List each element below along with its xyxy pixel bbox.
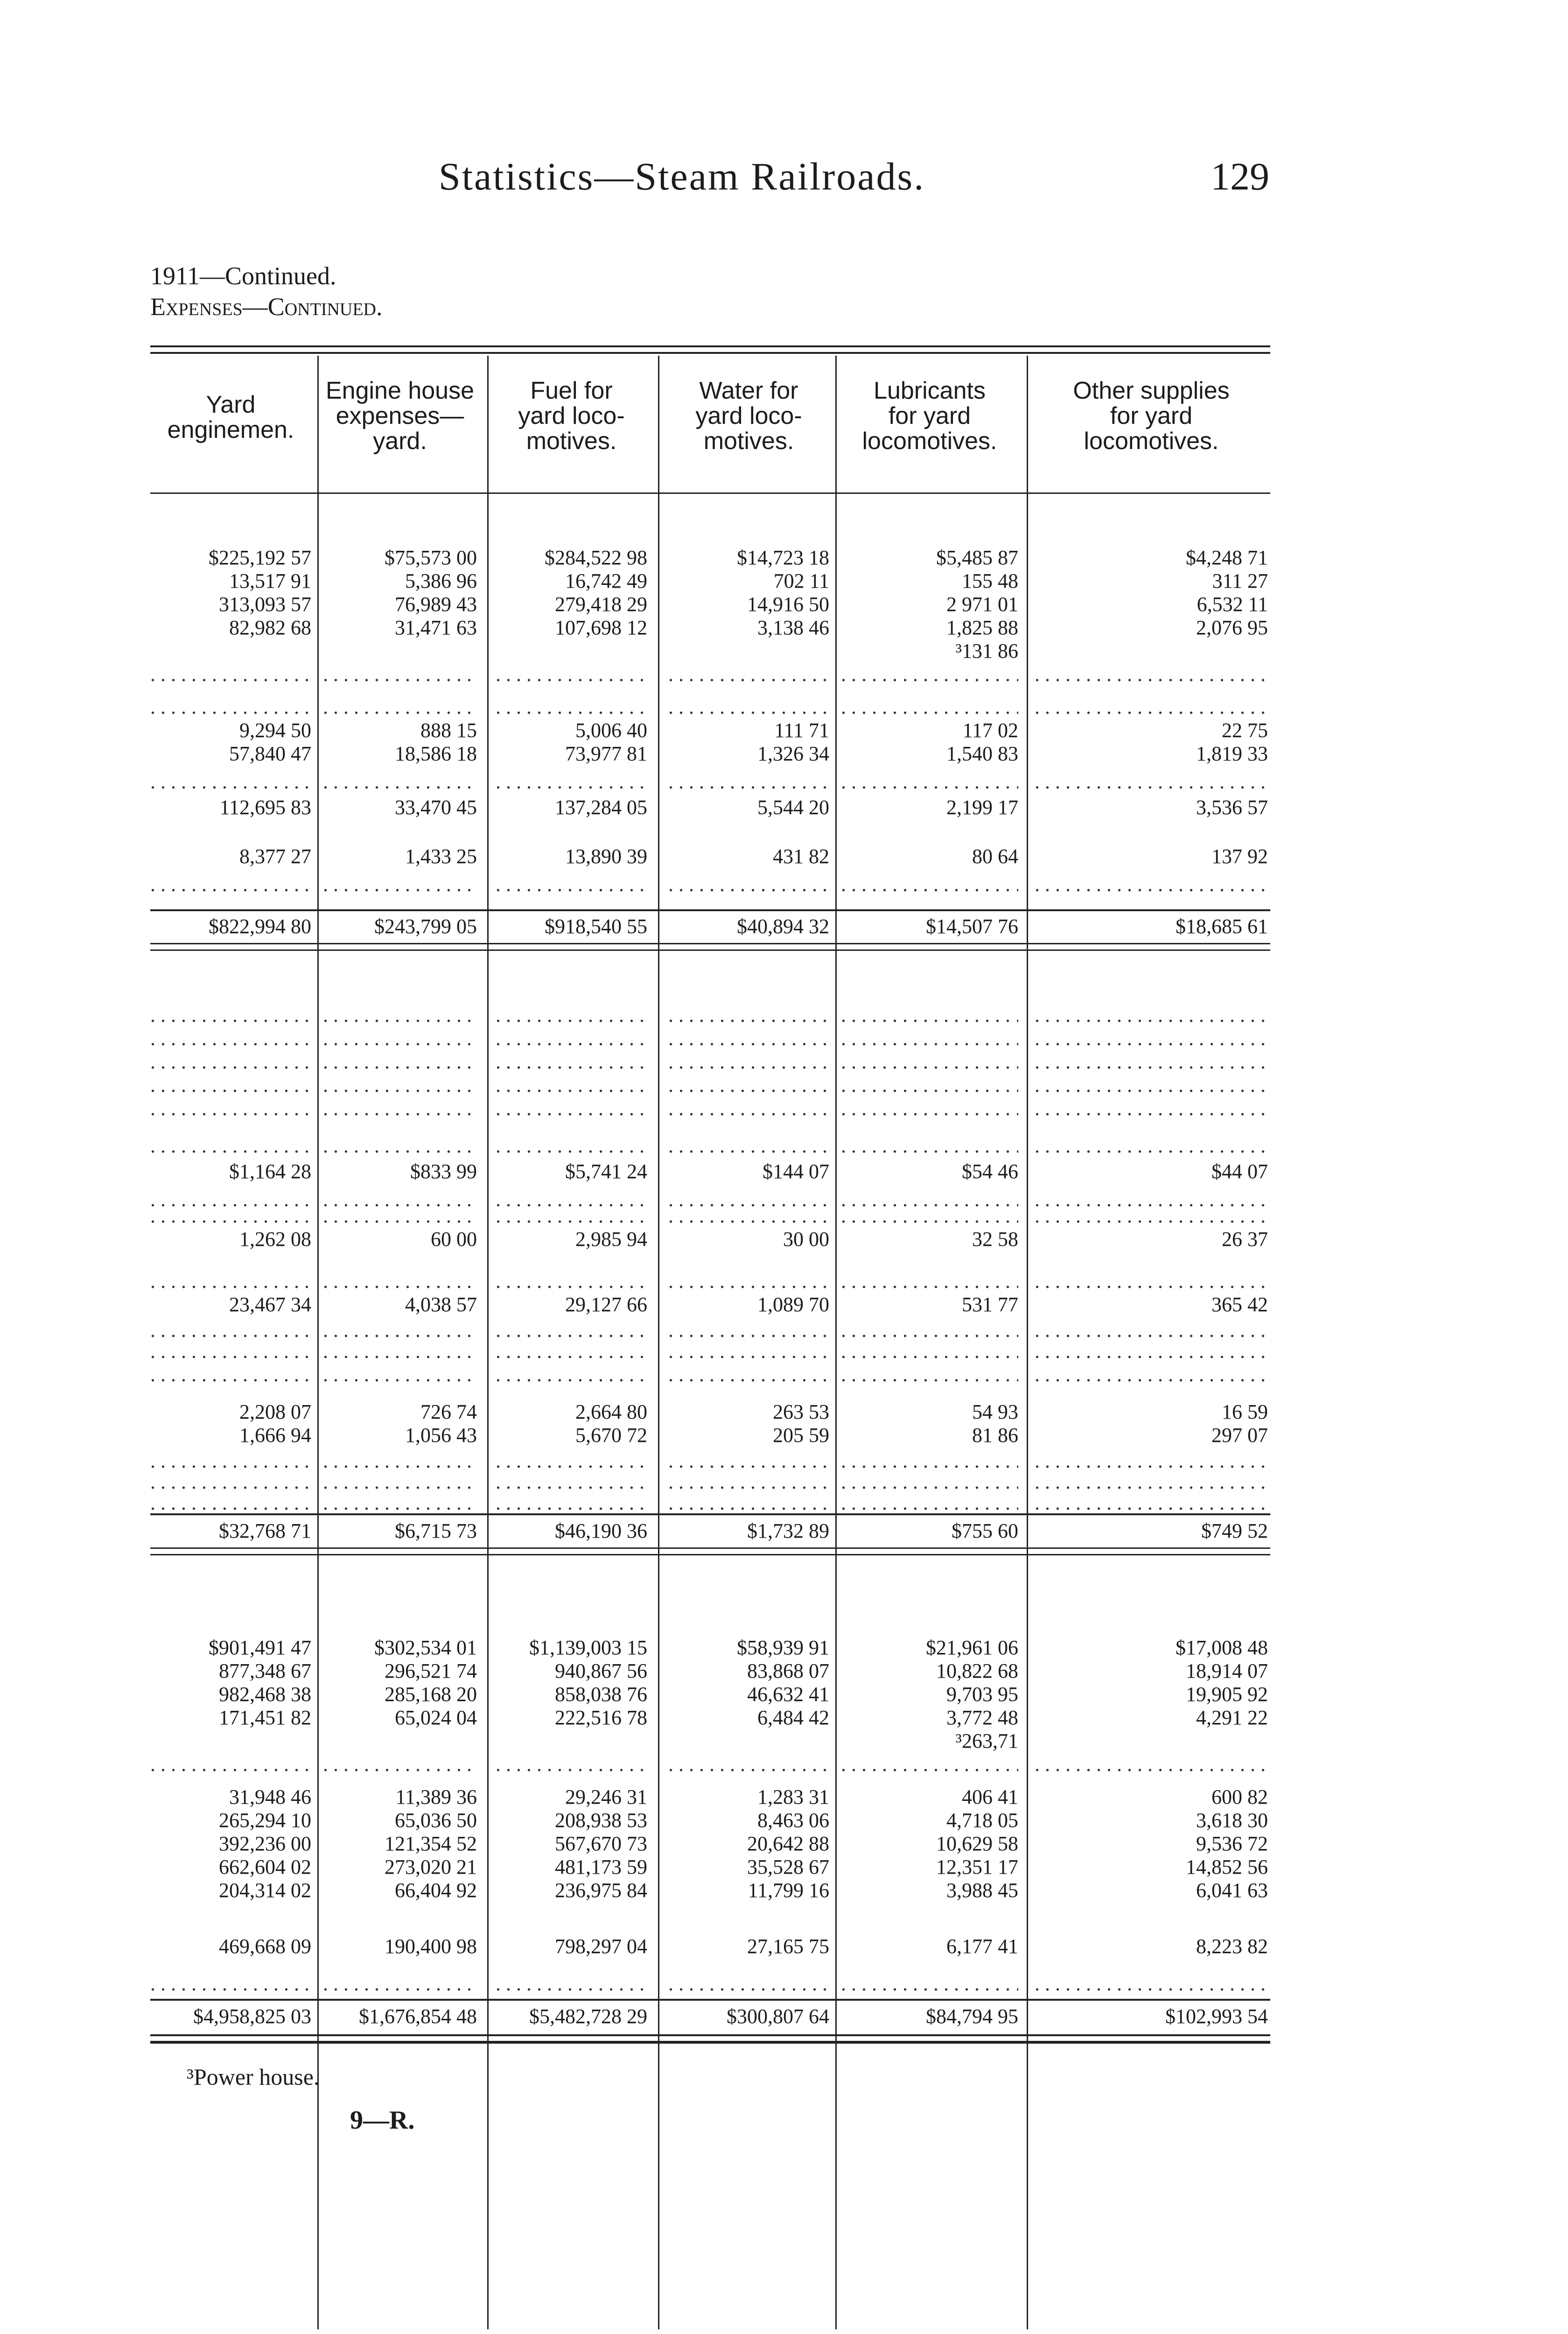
table-cell: 65,024 04 [395,1706,477,1729]
table-cell: 32 58 [972,1228,1018,1251]
table-cell: $5,485 87 [936,546,1018,569]
table-row [150,1160,1270,1183]
table-cell: 31,948 46 [229,1786,311,1808]
table-cell: 273,020 21 [385,1856,477,1878]
bottom-rule [150,2041,1270,2044]
table-cell: $5,482,728 29 [529,2005,647,2028]
table-cell: 27,165 75 [747,1935,829,1958]
table-cell [496,640,647,663]
table-cell: 531 77 [962,1293,1018,1316]
table-cell: 2,199 17 [946,796,1018,819]
table-row [150,1706,1270,1729]
table-cell: 107,698 12 [555,616,647,639]
table-cell: 80 64 [972,845,1018,868]
table-cell: 13,517 91 [229,569,311,592]
table-cell: 112,695 83 [219,796,311,819]
table-cell: 205 59 [773,1424,829,1447]
table-cell: 222,516 78 [555,1706,647,1729]
table-cell: 54 93 [972,1400,1018,1423]
leader-row [150,1004,1270,1027]
table-row [150,2005,1270,2028]
table-cell: 285,168 20 [385,1683,477,1706]
table-cell: 23,467 34 [229,1293,311,1316]
table-cell: 11,799 16 [748,1879,829,1902]
table-cell: 940,867 56 [555,1659,647,1682]
table-cell: 46,632 41 [747,1683,829,1706]
table-cell: $822,994 80 [209,915,311,938]
table-cell: 265,294 10 [219,1809,311,1832]
leader-row [150,1753,1270,1776]
leader-row [150,1074,1270,1097]
table-cell: 2 971 01 [946,593,1018,616]
table-cell: 83,868 07 [747,1659,829,1682]
running-title: Statistics—Steam Railroads. [439,155,925,198]
table-cell: 296,521 74 [385,1659,477,1682]
table-cell: 14,916 50 [747,593,829,616]
table-cell: $54 46 [962,1160,1018,1183]
table-cell: 702 11 [773,569,829,592]
table-row [150,1228,1270,1251]
col-head-water: Water for yard loco- motives. [695,377,802,455]
table-cell: 60 00 [431,1228,477,1251]
table-cell: $102,993 54 [1165,2005,1268,2028]
table-cell [150,1729,311,1753]
table-row [150,1729,1270,1753]
table-cell [150,640,311,663]
page-number: 129 [1211,155,1269,198]
table-row [150,1832,1270,1856]
table-cell: 66,404 92 [395,1879,477,1902]
table-cell: 171,451 82 [219,1706,311,1729]
table-cell: 1,825 88 [946,616,1018,639]
total-rule [150,949,1270,951]
table-cell: 3,988 45 [946,1879,1018,1902]
table-cell: 22 75 [1222,719,1268,742]
table-cell: 16,742 49 [565,569,647,592]
table-cell: ³131 86 [955,640,1018,662]
table-cell: 662,604 02 [219,1856,311,1878]
table-cell: 8,223 82 [1196,1935,1268,1958]
table-cell: 65,036 50 [395,1809,477,1832]
leader-row [150,1363,1270,1386]
table-cell: 4,718 05 [946,1809,1018,1832]
table-cell: 2,208 07 [239,1400,311,1423]
table-cell [668,1729,829,1753]
table-cell [323,640,477,663]
table-row [150,1879,1270,1902]
table-cell [323,1729,477,1753]
col-head-fuel: Fuel for yard loco- motives. [518,377,625,455]
table-cell: 726 74 [420,1400,477,1423]
table-cell: $755 60 [952,1519,1018,1542]
table-row [150,1683,1270,1706]
table-cell: 888 15 [420,719,477,742]
table-row [150,1856,1270,1879]
table-cell: 18,914 07 [1186,1659,1268,1682]
table-cell: 31,471 63 [395,616,477,639]
table-cell: 6,177 41 [946,1935,1018,1958]
bottom-rule [150,2034,1270,2036]
table-cell: 297 07 [1211,1424,1268,1447]
table-cell: 1,283 31 [757,1786,829,1808]
table-cell: 26 37 [1222,1228,1268,1251]
table-row [150,1424,1270,1447]
table-row [150,845,1270,868]
table-cell [1035,640,1268,663]
table-cell: $84,794 95 [926,2005,1018,2028]
table-cell: 204,314 02 [219,1879,311,1902]
table-cell: 76,989 43 [395,593,477,616]
table-cell: 137,284 05 [555,796,647,819]
leader-row [150,770,1270,794]
table-cell: 3,772 48 [946,1706,1018,1729]
table-cell: 5,006 40 [575,719,647,742]
table-cell: ³263,71 [955,1729,1018,1752]
table-cell: 10,822 68 [936,1659,1018,1682]
table-cell: 1,056 43 [405,1424,477,1447]
footnote: ³Power house. [187,2064,320,2090]
table-cell: $14,507 76 [926,915,1018,938]
total-rule [150,943,1270,944]
table-cell: $4,958,825 03 [193,2005,311,2028]
leader-row [150,1050,1270,1074]
leader-row [150,1449,1270,1473]
table-cell: 137 92 [1211,845,1268,868]
table-cell: $46,190 36 [555,1519,647,1542]
leader-row [150,1340,1270,1363]
table-cell: $300,807 64 [727,2005,829,2028]
table-row [150,546,1270,569]
subheading-year: 1911—Continued. [150,262,336,290]
table-row [150,1935,1270,1958]
table-cell: 567,670 73 [555,1832,647,1855]
leader-row [150,663,1270,686]
leader-row [150,1972,1270,1996]
table-cell: 236,975 84 [555,1879,647,1902]
table-cell: 877,348 67 [219,1659,311,1682]
table-cell: $40,894 32 [737,915,829,938]
table-cell: 6,041 63 [1196,1879,1268,1902]
table-cell: 3,618 30 [1196,1809,1268,1832]
table-cell: 313,093 57 [219,593,311,616]
col-head-other-supplies: Other supplies for yard locomotives. [1073,377,1230,455]
table-cell: $918,540 55 [545,915,647,938]
table-cell: 73,977 81 [565,742,647,765]
table-cell: 431 82 [773,845,829,868]
table-cell: 29,127 66 [565,1293,647,1316]
table-cell: $225,192 57 [209,546,311,569]
table-cell: 5,386 96 [405,569,477,592]
total-rule [150,1547,1270,1549]
table-cell: $1,676,854 48 [359,2005,477,2028]
table-cell: $1,164 28 [229,1160,311,1183]
table-cell: 9,294 50 [239,719,311,742]
table-cell: 3,536 57 [1196,796,1268,819]
table-row [150,640,1270,663]
table-row [150,1786,1270,1809]
leader-row [150,1027,1270,1050]
table-cell: $14,723 18 [737,546,829,569]
table-cell [668,640,829,663]
table-cell: 798,297 04 [555,1935,647,1958]
table-cell: 190,400 98 [385,1935,477,1958]
table-cell: $75,573 00 [385,546,477,569]
subheading-section: Expenses—Continued. [150,293,383,321]
table-row [150,569,1270,593]
table-cell: 6,532 11 [1197,593,1268,616]
col-head-engine-house: Engine house expenses— yard. [325,377,475,455]
table-cell: 18,586 18 [395,742,477,765]
table-cell: 111 71 [774,719,829,742]
total-rule [150,1554,1270,1555]
table-cell: 1,326 34 [757,742,829,765]
table-cell: 19,905 92 [1186,1683,1268,1706]
table-cell: 5,670 72 [575,1424,647,1447]
table-cell: 5,544 20 [757,796,829,819]
table-cell: $749 52 [1201,1519,1268,1542]
table-cell: 33,470 45 [395,796,477,819]
leader-row [150,1270,1270,1293]
table-cell: $17,008 48 [1176,1636,1268,1659]
table-cell: 20,642 88 [747,1832,829,1855]
table-cell: 311 27 [1212,569,1268,592]
leader-row [150,1319,1270,1342]
leader-row [150,1470,1270,1494]
table-cell: 1,089 70 [757,1293,829,1316]
table-cell: 81 86 [972,1424,1018,1447]
table-cell: $21,961 06 [926,1636,1018,1659]
table-cell: 600 82 [1211,1786,1268,1808]
table-row [150,1293,1270,1316]
leader-row [150,873,1270,896]
table-cell: 14,852 56 [1186,1856,1268,1878]
table-cell: 2,076 95 [1196,616,1268,639]
table-cell: $284,522 98 [545,546,647,569]
table-cell: 155 48 [962,569,1018,592]
table-row [150,1809,1270,1832]
table-cell: 4,038 57 [405,1293,477,1316]
table-row [150,1636,1270,1659]
table-cell: 208,938 53 [555,1809,647,1832]
table-cell: $32,768 71 [219,1519,311,1542]
table-cell: 12,351 17 [936,1856,1018,1878]
table-cell: 9,536 72 [1196,1832,1268,1855]
table-cell: 30 00 [783,1228,829,1251]
leader-row [150,1097,1270,1120]
table-cell: 1,433 25 [405,845,477,868]
table-row [150,616,1270,640]
table-cell [496,1729,647,1753]
total-rule [150,1999,1270,2001]
col-head-yard-enginemen: Yard enginemen. [167,391,294,443]
table-cell: 982,468 38 [219,1683,311,1706]
table-cell: 9,703 95 [946,1683,1018,1706]
table-cell: $18,685 61 [1176,915,1268,938]
page-header [149,154,1269,205]
table-cell: $144 07 [763,1160,829,1183]
table-row [150,915,1270,938]
table-cell: 1,540 83 [946,742,1018,765]
table-cell: 35,528 67 [747,1856,829,1878]
table-cell: 121,354 52 [385,1832,477,1855]
table-cell: 263 53 [773,1400,829,1423]
total-rule [150,909,1270,911]
table-cell: 10,629 58 [936,1832,1018,1855]
table-cell [1035,1729,1268,1753]
table-cell: 8,463 06 [757,1809,829,1832]
leader-row [150,696,1270,719]
table-cell: 858,038 76 [555,1683,647,1706]
table-cell: $302,534 01 [374,1636,477,1659]
table-cell: $1,139,003 15 [529,1636,647,1659]
leader-row [150,1134,1270,1158]
table-row [150,593,1270,616]
table-cell: 57,840 47 [229,742,311,765]
table-cell: $243,799 05 [374,915,477,938]
table-cell: 29,246 31 [565,1786,647,1808]
table-cell: 279,418 29 [555,593,647,616]
table-cell: 4,291 22 [1196,1706,1268,1729]
table-cell: 13,890 39 [565,845,647,868]
table-cell: $4,248 71 [1186,546,1268,569]
table-cell: 11,389 36 [395,1786,477,1808]
table-cell: 2,985 94 [575,1228,647,1251]
table-cell: $833 99 [410,1160,477,1183]
leader-row [150,1491,1270,1515]
signature-mark: 9—R. [350,2106,415,2135]
table-cell: 3,138 46 [757,616,829,639]
table-cell: 6,484 42 [757,1706,829,1729]
table-row [150,742,1270,766]
table-cell: $1,732 89 [747,1519,829,1542]
table-row [150,1400,1270,1424]
table-cell: 1,819 33 [1196,742,1268,765]
table-cell: 1,666 94 [239,1424,311,1447]
table-cell: 16 59 [1222,1400,1268,1423]
table-cell: 8,377 27 [239,845,311,868]
table-cell: 392,236 00 [219,1832,311,1855]
table-cell: 365 42 [1211,1293,1268,1316]
table-cell: $44 07 [1211,1160,1268,1183]
table-cell: 406 41 [962,1786,1018,1808]
table-cell: 2,664 80 [575,1400,647,1423]
table-row [150,796,1270,819]
table-cell: 481,173 59 [555,1856,647,1878]
table-cell: $5,741 24 [565,1160,647,1183]
table-cell: 82,982 68 [229,616,311,639]
table-cell: $6,715 73 [395,1519,477,1542]
table-cell: 1,262 08 [239,1228,311,1251]
col-head-lubricants: Lubricants for yard locomotives. [862,377,997,455]
table-row [150,1519,1270,1543]
table-cell: $901,491 47 [209,1636,311,1659]
table-cell: $58,939 91 [737,1636,829,1659]
table-cell: 469,668 09 [219,1935,311,1958]
table-cell: 117 02 [962,719,1018,742]
table-row [150,719,1270,742]
leader-row [150,1204,1270,1228]
table-row [150,1659,1270,1683]
